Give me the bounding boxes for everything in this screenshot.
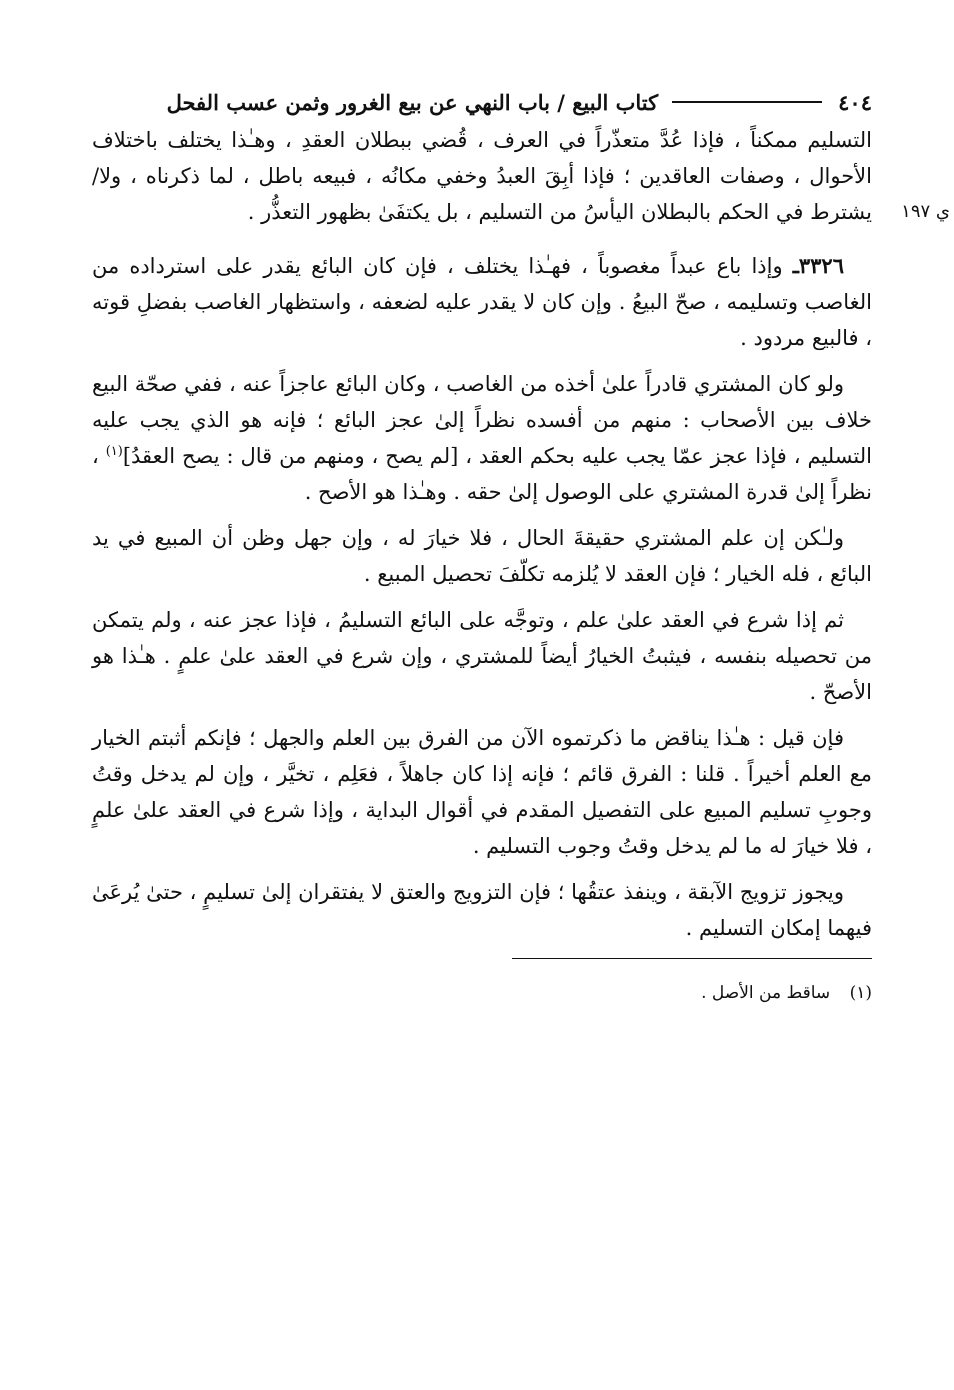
header-rule bbox=[672, 101, 822, 103]
paragraph-6 bbox=[92, 720, 872, 864]
paragraph-5 bbox=[92, 602, 872, 710]
paragraph-2 bbox=[92, 248, 872, 356]
footnote bbox=[92, 979, 872, 1007]
paragraph-text: ويجوز تزويج الآبقة ، وينفذ عتقُها ؛ فإن التزويج والعتق لا يفتقران إلىٰ تسليمٍ ، حتىٰ يُرعَىٰ فيهما إمكان التسليم . bbox=[92, 880, 872, 940]
main-text bbox=[92, 122, 950, 946]
paragraph-number: ٣٣٢٦ـ bbox=[792, 253, 844, 278]
paragraph-text: ولو كان المشتري قادراً علىٰ أخذه من الغاصب ، وكان البائع عاجزاً عنه ، ففي صحّة البيع خلاف بين الأصحاب : منهم من أفسده نظراً إلىٰ عجز البائع ؛ فإنه هو الذي يجب عليه التسليم ، فإذا عجز عمّا يجب عليه بحكم العقد ، [لم يصح ، ومنهم من قال : يصح العقدُ] bbox=[92, 372, 873, 468]
paragraph-text: وإذا باع عبداً مغصوباً ، فهـٰذا يختلف ، فإن كان البائع يقدر على استرداده من الغاصب وتسليمه ، صحّ البيعُ . وإن كان لا يقدر عليه لضعفه ، واستظهار الغاصب بفضلِ قوته ، فالبيع مردود . bbox=[92, 254, 872, 350]
paragraph-1 bbox=[92, 122, 950, 230]
running-title: كتاب البيع / باب النهي عن بيع الغرور وثمن عسب الفحل bbox=[166, 89, 659, 115]
footnote-number: (١) bbox=[849, 983, 872, 1003]
paragraph-text-continued: ، نظراً إلىٰ قدرة المشتري على الوصول إلىٰ حقه . وهـٰذا هو الأصح . bbox=[92, 444, 872, 504]
paragraph-text: ثم إذا شرع في العقد علىٰ علم ، وتوجَّه على البائع التسليمُ ، فإذا عجز عنه ، ولم يتمكن من تحصيله بنفسه ، فيثبتُ الخيارُ أيضاً للمشتري ، وإن شرع في العقد علىٰ علمٍ . هـٰذا هو الأصحّ . bbox=[92, 608, 872, 704]
running-header bbox=[92, 82, 872, 122]
paragraph-text: التسليم ممكناً ، فإذا عُدَّ متعذّراً في العرف ، قُضي ببطلان العقدِ ، وهـٰذا يختلف باختلاف الأحوال ، وصفات العاقدين ؛ فإذا أبِقَ العبدُ وخفي مكانُه ، فبيعه باطل ، لما ذكرناه ، ولا/ يشترط في الحكم بالبطلان اليأسُ من التسليم ، بل يكتفَىٰ بظهور التعذُّر . bbox=[92, 128, 872, 224]
margin-folio-note: ي ١٩٧ bbox=[901, 201, 950, 222]
paragraph-4 bbox=[92, 520, 872, 592]
page-number: ٤٠٤ bbox=[838, 89, 872, 115]
paragraph-3 bbox=[92, 366, 872, 510]
paragraph-7 bbox=[92, 874, 872, 946]
paragraph-text: ولـٰكن إن علم المشتري حقيقةَ الحال ، فلا خيارَ له ، وإن جهل وظن أن المبيع في يد البائع ، فله الخيار ؛ فإن العقد لا يُلزمه تكلّفَ تحصيل المبيع . bbox=[92, 526, 872, 586]
book-page bbox=[92, 82, 950, 1382]
footnote-reference[interactable]: (١) bbox=[105, 444, 123, 459]
footnote-separator bbox=[512, 958, 872, 959]
paragraph-text: فإن قيل : هـٰذا يناقض ما ذكرتموه الآن من الفرق بين العلم والجهل ؛ فإنكم أثبتم الخيار مع العلم أخيراً . قلنا : الفرق قائم ؛ فإنه إذا كان جاهلاً ، فعَلِم ، تخيَّر ، وإن لم يدخل وقتُ وجوبِ تسليم المبيع على التفصيل المقدم في أقوال البداية ، وإذا شرع في العقد علىٰ علمٍ ، فلا خيارَ له ما لم يدخل وقتُ وجوب التسليم . bbox=[92, 726, 872, 858]
footnote-text: ساقط من الأصل . bbox=[701, 983, 831, 1003]
